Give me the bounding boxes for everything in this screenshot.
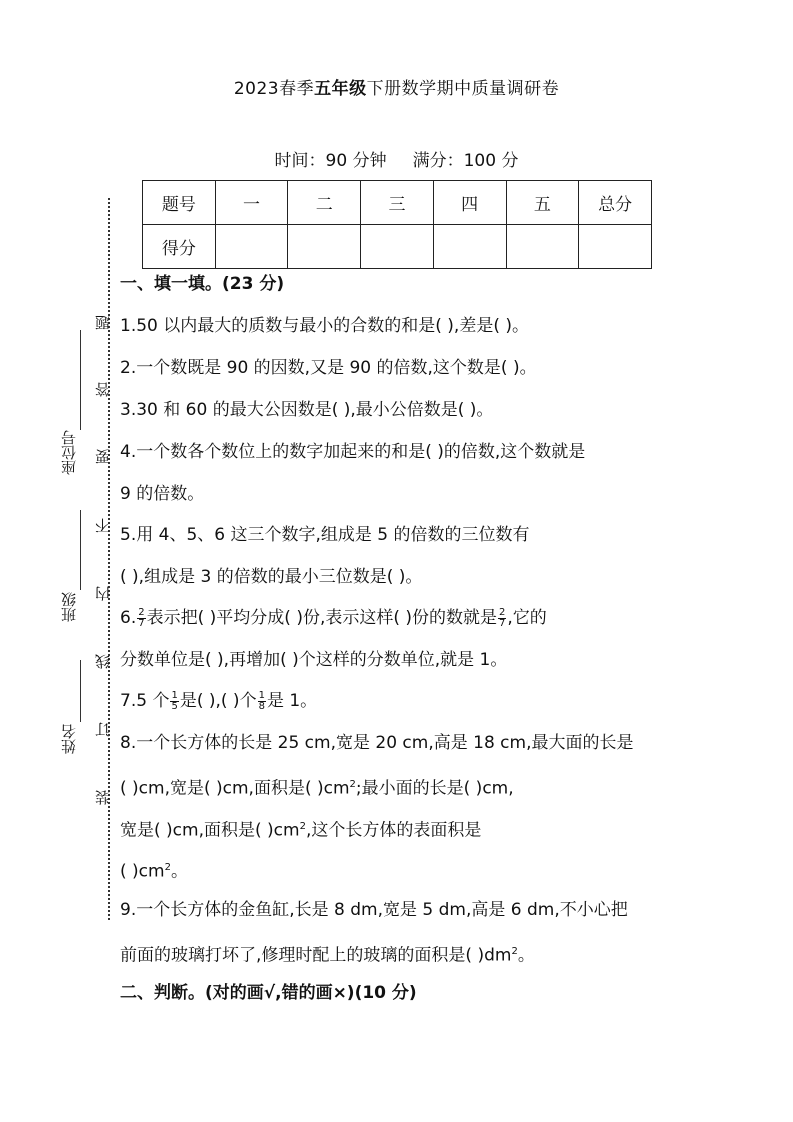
question-7-start: 7.5 个 <box>120 691 170 711</box>
question-8-text: 。 <box>170 861 188 882</box>
title-year: 2023春季 <box>233 79 315 99</box>
binding-warning-char: 装 <box>94 790 112 805</box>
score-cell[interactable] <box>433 225 506 269</box>
fraction-numerator: 2 <box>499 606 506 618</box>
question-6-number: 6. <box>120 608 137 628</box>
fraction-numerator: 2 <box>138 606 145 618</box>
fraction-denominator: 7 <box>138 617 145 629</box>
score-cell[interactable] <box>288 225 361 269</box>
name-blank[interactable] <box>80 660 81 722</box>
section-2-heading: 二、判断。(对的画√,错的画×)(10 分) <box>120 983 417 1003</box>
binding-warning-char: 订 <box>94 722 112 737</box>
question-6-text-end: ,它的 <box>507 608 547 628</box>
question-6-line-2: 分数单位是( ),再增加( )个这样的分数单位,就是 1。 <box>120 650 508 670</box>
question-7 <box>120 689 317 713</box>
fraction-two-sevenths <box>498 608 506 629</box>
seat-number-label: 座位号 <box>60 430 78 475</box>
section-1-heading: 一、填一填。(23 分) <box>120 274 285 294</box>
score-table <box>142 180 652 269</box>
binding-warning-char: 答 <box>94 382 112 397</box>
fraction-one-fifth <box>170 691 178 712</box>
question-3: 3.30 和 60 的最大公因数是( ),最小公倍数是( )。 <box>120 400 494 420</box>
score-row-label: 得分 <box>143 225 216 269</box>
fraction-numerator: 1 <box>258 689 265 701</box>
class-blank[interactable] <box>80 510 81 590</box>
question-8-line-2 <box>120 773 514 801</box>
score-header-cell: 题号 <box>143 181 216 225</box>
question-8-text: ,这个长方体的表面积是 <box>305 820 482 841</box>
class-label: 班级 <box>60 592 78 622</box>
question-4-line-2: 9 的倍数。 <box>120 484 205 504</box>
question-6-line-1 <box>120 606 547 630</box>
score-header-cell: 二 <box>288 181 361 225</box>
score-header-cell: 一 <box>215 181 288 225</box>
question-6-text: 表示把( )平均分成( )份,表示这样( )份的数就是 <box>146 608 498 628</box>
fraction-denominator: 5 <box>171 700 178 712</box>
fraction-denominator: 8 <box>258 700 265 712</box>
score-cell[interactable] <box>215 225 288 269</box>
superscript-2: 2 <box>349 779 356 790</box>
question-9-line-1: 9.一个长方体的金鱼缸,长是 8 dm,宽是 5 dm,高是 6 dm,不小心把 <box>120 900 628 920</box>
question-5-line-2: ( ),组成是 3 的倍数的最小三位数是( )。 <box>120 567 423 587</box>
superscript-2: 2 <box>164 862 171 873</box>
superscript-2: 2 <box>299 821 306 832</box>
question-2: 2.一个数既是 90 的因数,又是 90 的倍数,这个数是( )。 <box>120 358 537 378</box>
score-header-cell: 四 <box>433 181 506 225</box>
fraction-denominator: 7 <box>499 617 506 629</box>
score-table-score-row <box>143 225 652 269</box>
question-8-text: ( )cm <box>120 861 165 882</box>
page-title <box>0 74 793 99</box>
question-8-line-1: 8.一个长方体的长是 25 cm,宽是 20 cm,高是 18 cm,最大面的长是 <box>120 733 634 753</box>
binding-warning-char: 内 <box>94 586 112 601</box>
fraction-numerator: 1 <box>171 689 178 701</box>
question-9-line-2 <box>120 940 535 968</box>
fraction-one-eighth <box>258 691 266 712</box>
seat-number-blank[interactable] <box>80 330 81 430</box>
score-cell[interactable] <box>361 225 434 269</box>
question-8-text: ;最小面的长是( )cm, <box>355 778 514 799</box>
score-header-cell: 总分 <box>579 181 652 225</box>
binding-warning-char: 要 <box>94 449 112 464</box>
question-7-end: 是 1。 <box>266 691 318 711</box>
superscript-2: 2 <box>511 946 518 957</box>
question-4-line-1: 4.一个数各个数位上的数字加起来的和是( )的倍数,这个数就是 <box>120 442 586 462</box>
question-8-text: ( )cm,宽是( )cm,面积是( )cm <box>120 778 350 799</box>
binding-warning-char: 不 <box>94 518 112 533</box>
question-9-text: 前面的玻璃打坏了,修理时配上的玻璃的面积是( )dm <box>120 945 512 966</box>
binding-warning-char: 线 <box>94 654 112 669</box>
exam-duration: 时间：90 分钟 <box>274 151 387 171</box>
title-grade: 五年级 <box>314 79 367 99</box>
question-7-middle: 是( ),( )个 <box>179 691 257 711</box>
title-rest: 下册数学期中质量调研卷 <box>366 79 560 99</box>
question-8-text: 宽是( )cm,面积是( )cm <box>120 820 300 841</box>
question-5-line-1: 5.用 4、5、6 这三个数字,组成是 5 的倍数的三位数有 <box>120 525 530 545</box>
binding-warning-char: 题 <box>94 315 112 330</box>
score-cell[interactable] <box>579 225 652 269</box>
binding-dotted-line <box>108 198 110 920</box>
fraction-two-sevenths <box>137 608 145 629</box>
exam-full-score: 满分：100 分 <box>412 151 519 171</box>
score-header-cell: 五 <box>506 181 579 225</box>
score-cell[interactable] <box>506 225 579 269</box>
name-label: 姓名 <box>60 724 78 754</box>
exam-time-info <box>0 146 793 171</box>
question-9-text: 。 <box>517 945 535 966</box>
score-header-cell: 三 <box>361 181 434 225</box>
score-table-header-row <box>143 181 652 225</box>
question-8-line-3 <box>120 815 481 843</box>
question-1: 1.50 以内最大的质数与最小的合数的和是( ),差是( )。 <box>120 316 529 336</box>
question-8-line-4 <box>120 856 188 884</box>
